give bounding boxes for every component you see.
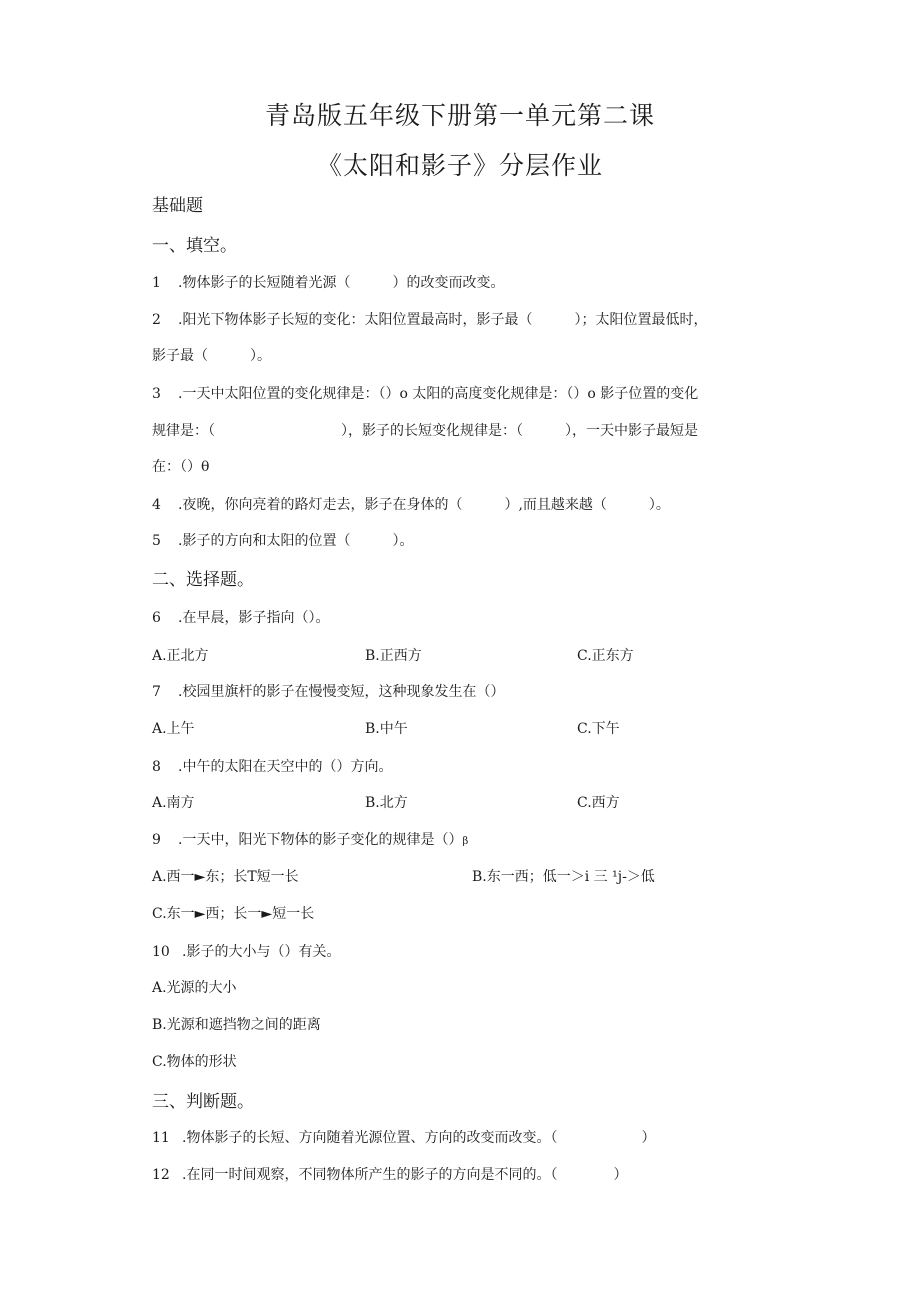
- question-2-continued: 影子最（ ）。: [152, 348, 271, 364]
- question-text: .在早晨，影子指向（）。: [178, 610, 330, 626]
- question-8: [152, 757, 392, 777]
- question-number: 12: [152, 1167, 170, 1183]
- option-b: B.北方: [365, 795, 408, 811]
- question-text: .夜晚，你向亮着的路灯走去，影子在身体的（ ）,而且越来越（ ）。: [178, 497, 670, 513]
- option-a: A.南方: [152, 795, 195, 811]
- option-a: A.正北方: [152, 648, 209, 664]
- question-number: 8: [152, 759, 161, 775]
- question-number: 4: [152, 497, 161, 513]
- option-a: A.上午: [152, 721, 195, 737]
- question-text: .中午的太阳在天空中的（）方向。: [178, 759, 393, 775]
- section-3-title: 三、判断题。: [152, 1092, 254, 1112]
- question-text: .阳光下物体影子长短的变化：太阳位置最高时，影子最（ ）；太阳位置最低时，: [178, 312, 708, 328]
- option-c: C.西方: [577, 795, 620, 811]
- option-a: A.光源的大小: [152, 980, 237, 996]
- question-text: .影子的方向和太阳的位置（ ）。: [178, 533, 414, 549]
- question-3-continued-1: 规律是：（ ），影子的长短变化规律是：（ ），一天中影子最短是: [152, 423, 698, 439]
- question-mark: β: [462, 836, 469, 847]
- question-text: .一天中，阳光下物体的影子变化的规律是（）: [178, 832, 463, 848]
- question-text: .影子的大小与（）有关。: [182, 944, 341, 960]
- question-number: 5: [152, 533, 161, 549]
- question-text: .物体影子的长短、方向随着光源位置、方向的改变而改变。（ ）: [182, 1130, 656, 1146]
- question-1: [152, 273, 504, 293]
- question-12: [152, 1165, 627, 1185]
- question-number: 11: [152, 1130, 170, 1146]
- question-number: 1: [152, 275, 161, 291]
- question-2: [152, 310, 707, 330]
- option-b: B.正西方: [365, 648, 422, 664]
- question-text: .校园里旗杆的影子在慢慢变短，这种现象发生在（）: [178, 684, 505, 700]
- option-b: B.东一西；低一＞i 三 ¹j-＞低: [472, 869, 655, 885]
- question-3-continued-2: 在：（）θ: [152, 459, 210, 475]
- option-b: B.中午: [365, 721, 408, 737]
- level-heading: 基础题: [152, 196, 203, 216]
- question-3: [152, 384, 698, 404]
- question-number: 10: [152, 944, 170, 960]
- title-line-2: 《太阳和影子》分层作业: [316, 151, 603, 180]
- question-number: 6: [152, 610, 161, 626]
- question-5: [152, 531, 413, 551]
- question-4: [152, 495, 670, 515]
- question-text: .在同一时间观察，不同物体所产生的影子的方向是不同的。（ ）: [182, 1167, 628, 1183]
- option-c: C.正东方: [577, 648, 634, 664]
- question-9: [152, 830, 468, 852]
- question-10: [152, 942, 340, 962]
- question-number: 9: [152, 832, 161, 848]
- option-c: C.东一►西；长一►短一长: [152, 906, 315, 922]
- question-text: .物体影子的长短随着光源（ ）的改变而改变。: [178, 275, 505, 291]
- section-2-title: 二、选择题。: [152, 570, 254, 590]
- question-number: 3: [152, 386, 161, 402]
- option-c: C.物体的形状: [152, 1054, 237, 1070]
- question-6: [152, 608, 329, 628]
- section-1-title: 一、填空。: [152, 236, 237, 256]
- question-text: .一天中太阳位置的变化规律是：（）o 太阳的高度变化规律是：（）o 影子位置的变化: [178, 386, 699, 402]
- option-b: B.光源和遮挡物之间的距离: [152, 1017, 321, 1033]
- question-number: 7: [152, 684, 161, 700]
- title-line-1: 青岛版五年级下册第一单元第二课: [264, 101, 655, 130]
- question-number: 2: [152, 312, 161, 328]
- question-11: [152, 1128, 655, 1148]
- option-a: A.西一►东；长T短一长: [152, 869, 299, 885]
- question-7: [152, 682, 504, 702]
- option-c: C.下午: [577, 721, 620, 737]
